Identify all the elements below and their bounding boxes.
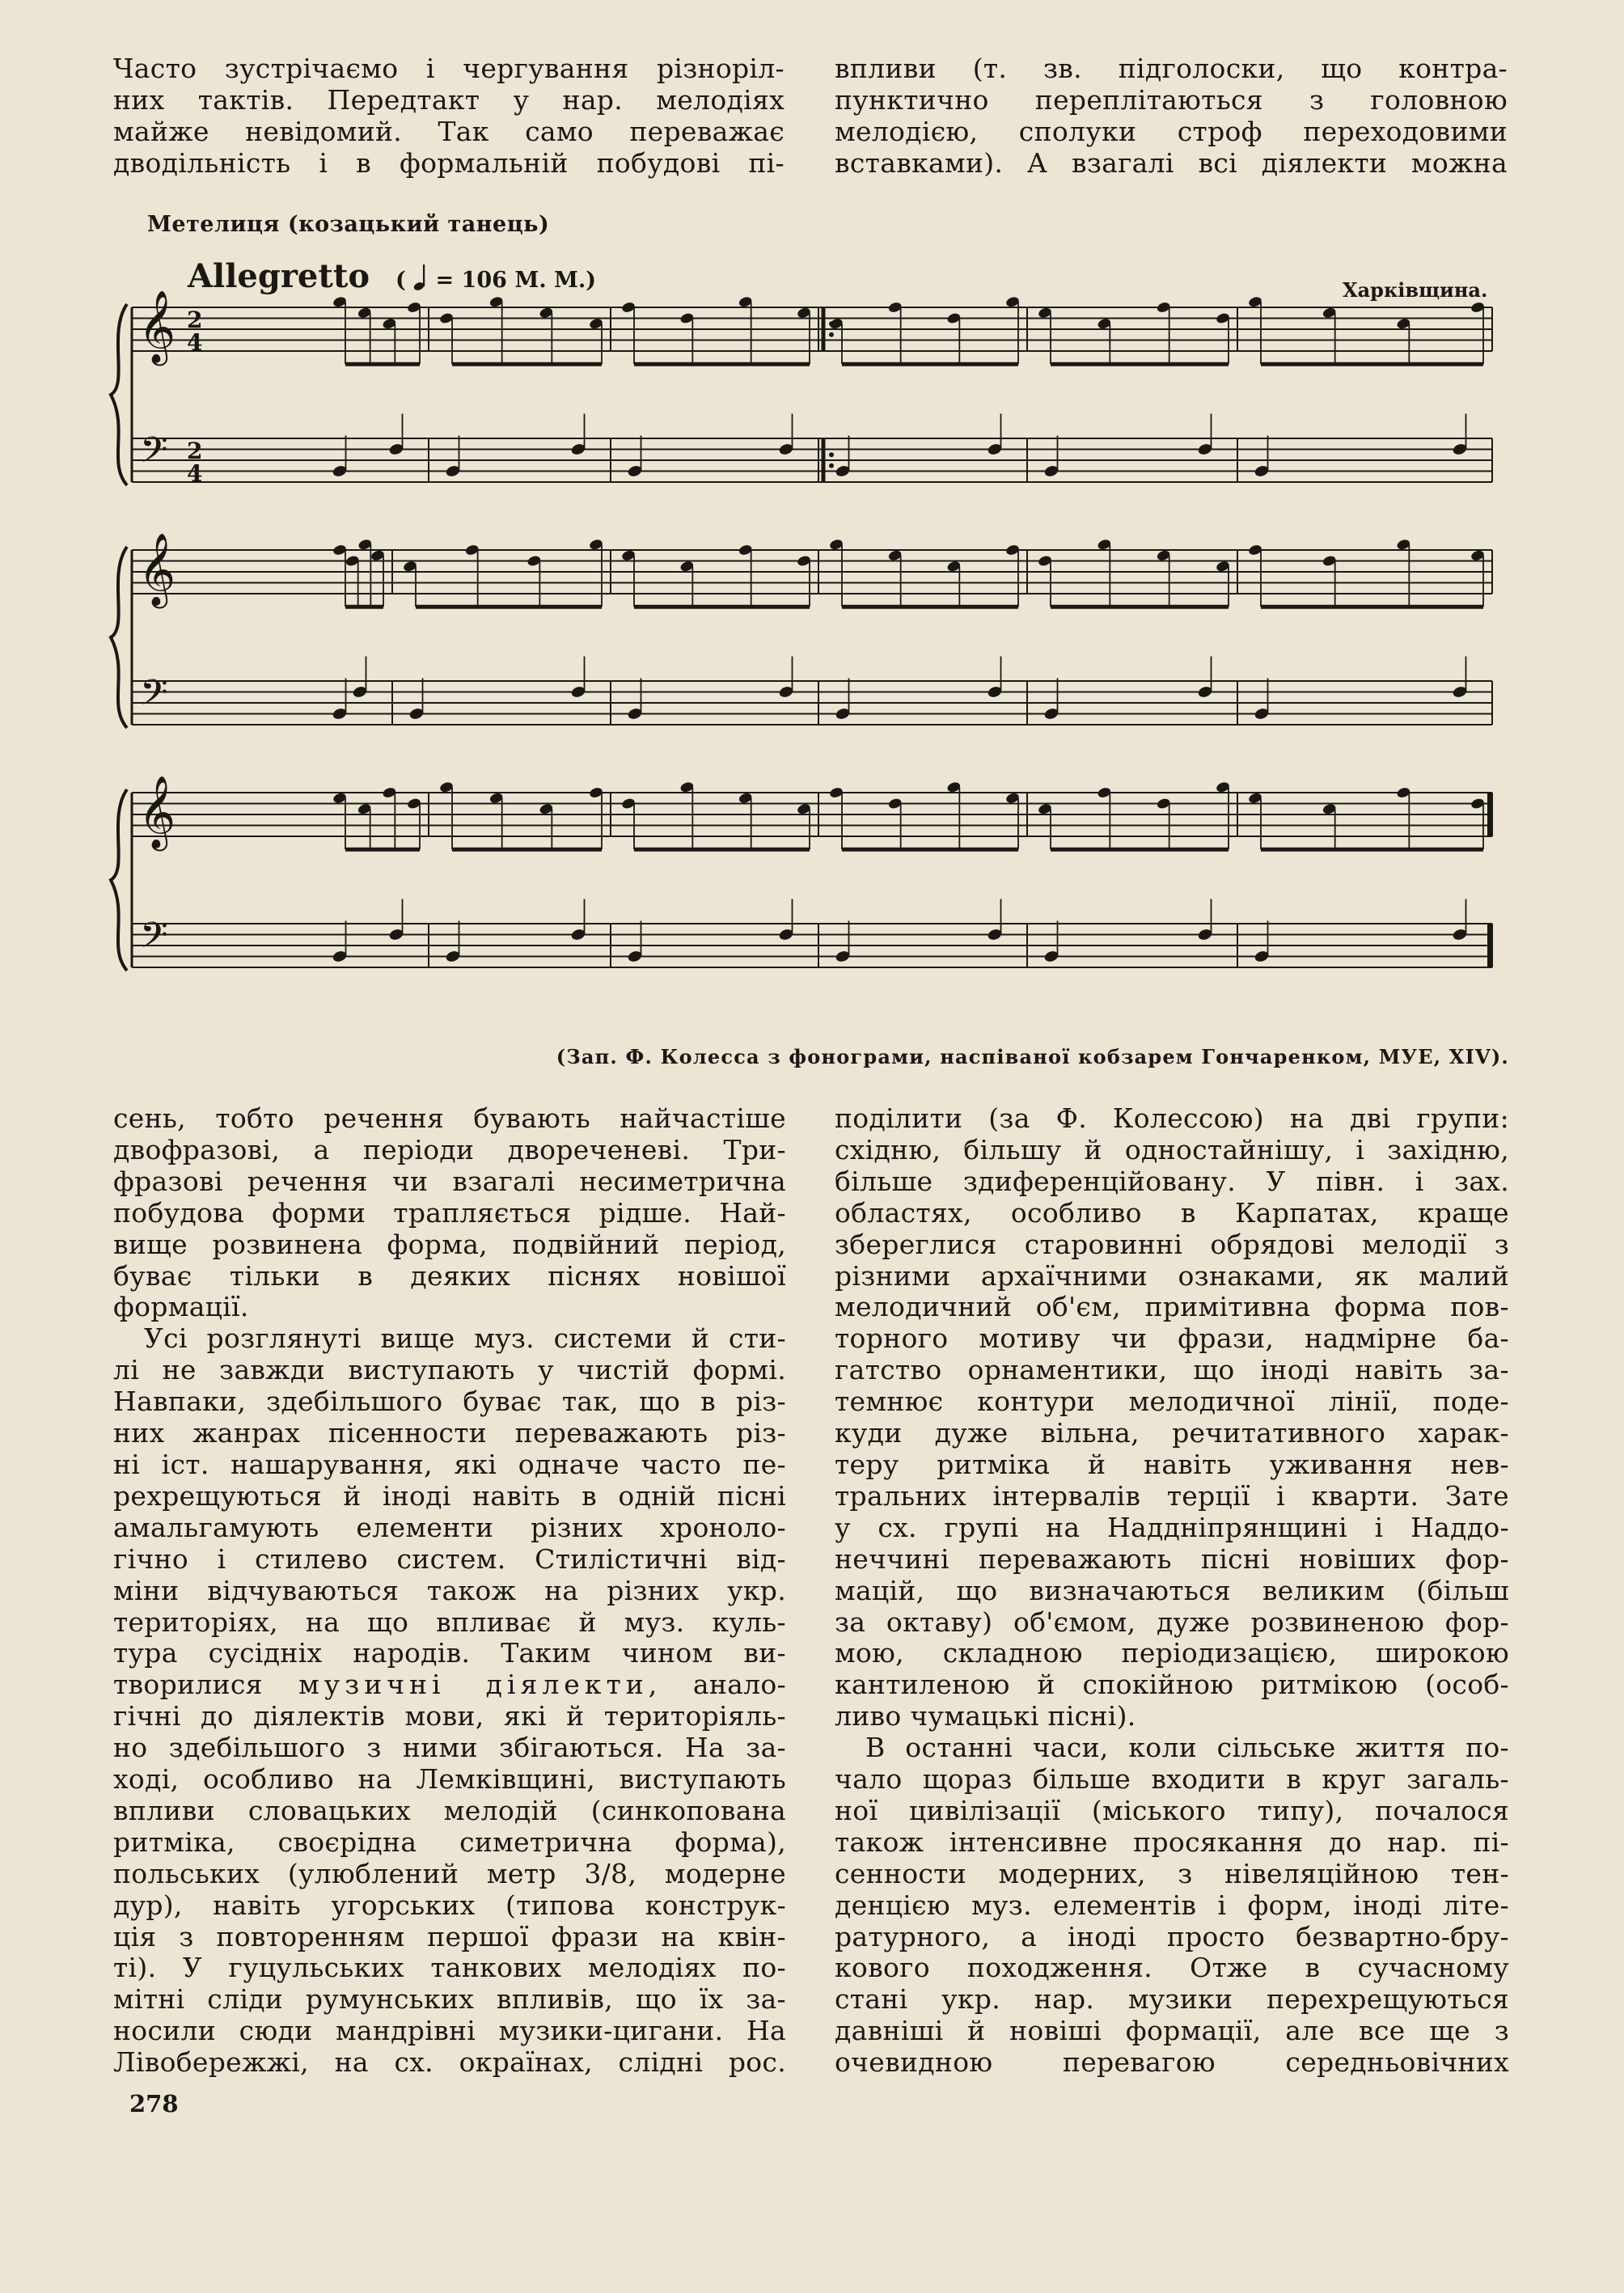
text-line: ратурного, а іноді просто безвартно-бру-	[835, 1921, 1509, 1952]
text-line: територіях, на що впливає й муз. куль-	[113, 1606, 786, 1638]
text-line: гічні до діялектів мови, які й територіяль-	[113, 1701, 786, 1732]
bass-clef-icon: 𝄢	[140, 671, 168, 722]
text-line: вставками). А взагалі всі діялекти можна	[835, 147, 1508, 179]
final-barline	[1487, 793, 1493, 836]
text-line: давніші й новіші формації, але все ще з	[835, 2016, 1509, 2047]
text-line: ході, особливо на Лемківщині, виступають	[113, 1764, 786, 1796]
text-line: ні іст. нашарування, які одначе часто пе-	[113, 1449, 786, 1480]
text-line: фразові речення чи взагалі несиметрична	[113, 1166, 786, 1197]
text-line: двофразові, а періоди двореченеві. Три-	[113, 1134, 786, 1166]
text-line: тральних інтервалів терції і кварти. Зате	[835, 1480, 1509, 1512]
treble-clef-icon: 𝄞	[138, 533, 176, 606]
top-right-column	[835, 53, 1508, 180]
score-caption: (Зап. Ф. Колесса з фонограми, наспіваної кобзарем Гончаренком, МУЕ, XIV).	[556, 1045, 1509, 1068]
score-title: Метелиця (козацький танець)	[147, 212, 550, 237]
text-line: ливо чумацькі пісні).	[835, 1701, 1136, 1732]
time-signature: 4	[187, 329, 203, 356]
text-line: тура сусідніх народів. Таким чином ви-	[113, 1638, 786, 1669]
text-line: но здебільшого з ними збігаються. На за-	[113, 1732, 786, 1764]
text-line: них тактів. Передтакт у нар. мелодіях	[113, 84, 785, 116]
text-line: чало щораз більше входити в круг загаль-	[835, 1764, 1509, 1796]
treble-clef-icon: 𝄞	[138, 290, 176, 363]
text-line: Лівобережжі, на сх. окраїнах, слідні рос.	[113, 2047, 786, 2079]
metronome-open-paren: (	[395, 268, 406, 293]
text-line: впливи (т. зв. підголоски, що контра-	[835, 53, 1508, 84]
text-line: майже невідомий. Так само переважає	[113, 116, 785, 147]
top-left-column	[113, 53, 785, 180]
bottom-right-column	[835, 1103, 1509, 2079]
text-line: гатство орнаментики, що іноді навіть за-	[835, 1355, 1509, 1386]
text-line: формації.	[113, 1292, 249, 1323]
text-line: ної цивілізації (міського типу), почалося	[835, 1795, 1509, 1826]
text-line: стані укр. нар. музики перехрещуються	[835, 1984, 1509, 2016]
music-score	[105, 283, 1512, 1027]
text-line: гічно і стилево систем. Стилістичні від-	[113, 1543, 786, 1575]
time-signature: 2	[187, 438, 203, 464]
text-line: денцією муз. елементів і форм, іноді літе-	[835, 1889, 1509, 1921]
repeat-dot	[829, 452, 834, 457]
text-line: поділити (за Ф. Колессою) на дві групи:	[835, 1103, 1509, 1134]
text-line: Навпаки, здебільшого буває так, що в різ-	[113, 1386, 786, 1418]
text-line: мою, складною періодизацією, широкою	[835, 1638, 1509, 1669]
metronome-value: = 106 М. М.)	[435, 268, 597, 293]
text-line: амальгамують елементи різних хроноло-	[113, 1512, 786, 1543]
text-line: областях, особливо в Карпатах, краще	[835, 1197, 1509, 1229]
region-label: Харківщина.	[1343, 278, 1488, 302]
bass-clef-icon: 𝄢	[140, 429, 168, 480]
text-line: темнює контури мелодичної лінії, поде-	[835, 1386, 1509, 1418]
text-line: носили сюди мандрівні музики-цигани. На	[113, 2016, 786, 2047]
text-line: рехрещуються й іноді навіть в одній пісні	[113, 1480, 786, 1512]
text-line: сенности модерних, з нівеляційною тен-	[835, 1858, 1509, 1889]
text-line: польських (улюблений метр 3/8, модерне	[113, 1858, 786, 1889]
text-line: мацій, що визначаються великим (більш	[835, 1575, 1509, 1606]
text-fragment: творилися	[113, 1669, 299, 1701]
text-fragment: , анало-	[648, 1669, 786, 1701]
brace-icon	[111, 789, 127, 971]
bass-clef-icon: 𝄢	[140, 914, 168, 965]
tempo-label: Allegretto	[188, 257, 370, 295]
text-line: міни відчуваються також на різних укр.	[113, 1575, 786, 1606]
spaced-term: музичні діялекти	[298, 1669, 649, 1701]
text-line: Часто зустрічаємо і чергування різноріл-	[113, 53, 785, 84]
text-line: кантиленою й спокійною ритмікою (особ-	[835, 1669, 1509, 1701]
brace-icon	[111, 304, 127, 485]
text-line: різними архаїчними ознаками, як малий	[835, 1260, 1509, 1292]
bottom-left-column	[113, 1103, 786, 2079]
text-line: вище розвинена форма, подвійний період,	[113, 1229, 786, 1260]
text-line: дур), навіть угорських (типова конструк-	[113, 1889, 786, 1921]
text-line: впливи словацьких мелодій (синкопована	[113, 1795, 786, 1826]
text-line: очевидною перевагою середньовічних	[835, 2047, 1509, 2079]
text-line: кового походження. Отже в сучасному	[835, 1952, 1509, 1984]
text-line: В останні часи, коли сільське життя по-	[865, 1732, 1509, 1764]
brace-icon	[111, 547, 127, 728]
time-signature: 2	[187, 307, 203, 333]
text-line: торного мотиву чи фрази, надмірне ба-	[835, 1323, 1509, 1355]
text-line: неччині переважають пісні новіших фор-	[835, 1543, 1509, 1575]
text-line: мелодичний об'єм, примітивна форма пов-	[835, 1292, 1509, 1323]
text-line: буває тільки в деяких піснях новішої	[113, 1260, 786, 1292]
text-line: пунктично переплітаються з головною	[835, 84, 1508, 116]
text-line: теру ритміка й навіть уживання нев-	[835, 1449, 1509, 1480]
repeat-dot	[829, 463, 834, 468]
time-signature: 4	[187, 460, 203, 487]
text-line: також інтенсивне просякання до нар. пі-	[835, 1826, 1509, 1858]
text-line: лі не завжди виступають у чистій формі.	[113, 1355, 786, 1386]
text-line: збереглися старовинні обрядові мелодії з	[835, 1229, 1509, 1260]
text-line: них жанрах пісенности переважають різ-	[113, 1418, 786, 1449]
text-line: за октаву) об'ємом, дуже розвиненою фор-	[835, 1606, 1509, 1638]
treble-clef-icon: 𝄞	[138, 776, 176, 848]
text-line: у сх. групі на Наддніпрянщині і Наддо-	[835, 1512, 1509, 1543]
text-line: більше здиференційовану. У півн. і зах.	[835, 1166, 1509, 1197]
text-line: ті). У гуцульських танкових мелодіях по-	[113, 1952, 786, 1984]
final-barline	[1487, 924, 1493, 967]
text-line: побудова форми трапляється рідше. Най-	[113, 1197, 786, 1229]
text-line	[113, 1669, 786, 1701]
text-line: куди дуже вільна, речитативного харак-	[835, 1418, 1509, 1449]
text-line: сень, тобто речення бувають найчастіше	[113, 1103, 786, 1134]
text-line: мелодією, сполуки строф переходовими	[835, 116, 1508, 147]
text-line: ритміка, своєрідна симетрична форма),	[113, 1826, 786, 1858]
repeat-dot	[829, 332, 834, 337]
text-line: мітні сліди румунських впливів, що їх за-	[113, 1984, 786, 2016]
text-line: східню, більшу й одностайнішу, і західню,	[835, 1134, 1509, 1166]
text-line: ція з повторенням першої фрази на квін-	[113, 1921, 786, 1952]
text-line: дводільність і в формальній побудові пі-	[113, 147, 785, 179]
text-line: Усі розглянуті вище муз. системи й сти-	[144, 1323, 786, 1355]
page-number: 278	[129, 2090, 179, 2117]
